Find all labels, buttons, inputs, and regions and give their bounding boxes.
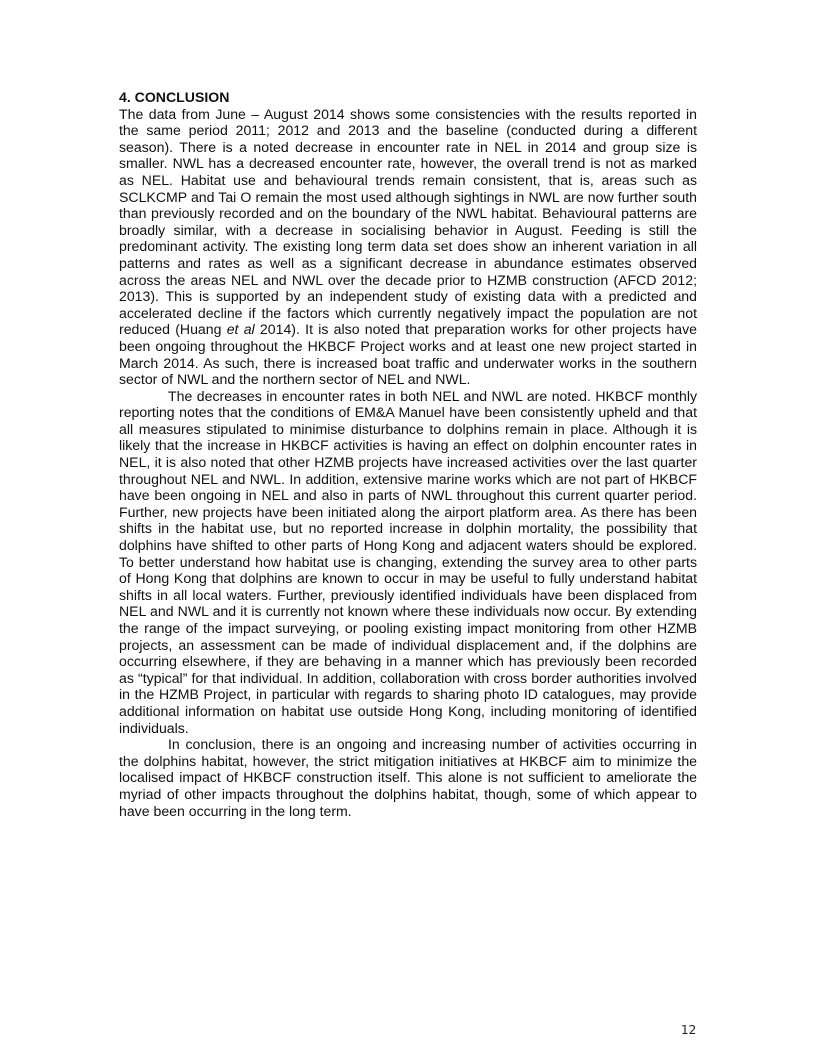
paragraph-1 — [119, 106, 697, 388]
document-body — [119, 89, 697, 819]
section-heading: 4. CONCLUSION — [119, 89, 230, 105]
paragraph-3: In conclusion, there is an ongoing and increasing number of activities occurring in the dolphins habitat, however, the strict mitigation initiatives at HKBCF aim to minimize the localised impact of HKBCF construction itself. This alone is not sufficient to ameliorate the myriad of other impacts throughout the dolphins habitat, though, some of which appear to have been occurring in the long term. — [119, 736, 697, 819]
paragraph-2: The decreases in encounter rates in both NEL and NWL are noted. HKBCF monthly reporting notes that the conditions of EM&A Manuel have been consistently upheld and that all measures stipulated to minimise disturbance to dolphins remain in place. Although it is likely that the increase in HKBCF activities is having an effect on dolphin encounter rates in NEL, it is also noted that other HZMB projects have increased activities over the last quarter throughout NEL and NWL. In addition, extensive marine works which are not part of HKBCF have been ongoing in NEL and also in parts of NWL throughout this current quarter period. Further, new projects have been initiated along the airport platform area. As there has been shifts in the habitat use, but no reported increase in dolphin mortality, the possibility that dolphins have shifted to other parts of Hong Kong and adjacent waters should be explored. To better understand how habitat use is changing, extending the survey area to other parts of Hong Kong that dolphins are known to occur in may be useful to fully understand habitat shifts in all local waters. Further, previously identified individuals have been displaced from NEL and NWL and it is currently not known where these individuals now occur. By extending the range of the impact surveying, or pooling existing impact monitoring from other HZMB projects, an assessment can be made of individual displacement and, if the dolphins are occurring elsewhere, if they are behaving in a manner which has previously been recorded as “typical” for that individual. In addition, collaboration with cross border authorities involved in the HZMB Project, in particular with regards to sharing photo ID catalogues, may provide additional information on habitat use outside Hong Kong, including monitoring of identified individuals. — [119, 387, 697, 736]
paragraph-1-text-cont: 2014). It is also noted that preparation works for other projects have been ongoing throughout the HKBCF Project works and at least one new project started in March 2014. As such, there is increased boat traffic and underwater works in the southern sector of NWL and the northern sector of NEL and NWL. — [119, 321, 697, 388]
paragraph-1-text: The data from June – August 2014 shows some consistencies with the results reported in the same period 2011; 2012 and 2013 and the baseline (conducted during a different season). There is a noted decrease in encounter rate in NEL in 2014 and group size is smaller. NWL has a decreased encounter rate, however, the overall trend is not as marked as NEL. Habitat use and behavioural trends remain consistent, that is, areas such as SCLKCMP and Tai O remain the most used although sightings in NWL are now further south than previously recorded and on the boundary of the NWL habitat. Behavioural patterns are broadly similar, with a decrease in socialising behavior in August. Feeding is still the predominant activity. The existing long term data set does show an inherent variation in all patterns and rates as well as a significant decrease in abundance estimates observed across the areas NEL and NWL over the decade prior to HZMB construction (AFCD 2012; 2013). This is supported by an independent study of existing data with a predicted and accelerated decline if the factors which currently negatively impact the population are not reduced (Huang — [119, 105, 697, 338]
paragraph-1-italic: et al — [226, 321, 255, 338]
page-number: 12 — [681, 1023, 697, 1037]
